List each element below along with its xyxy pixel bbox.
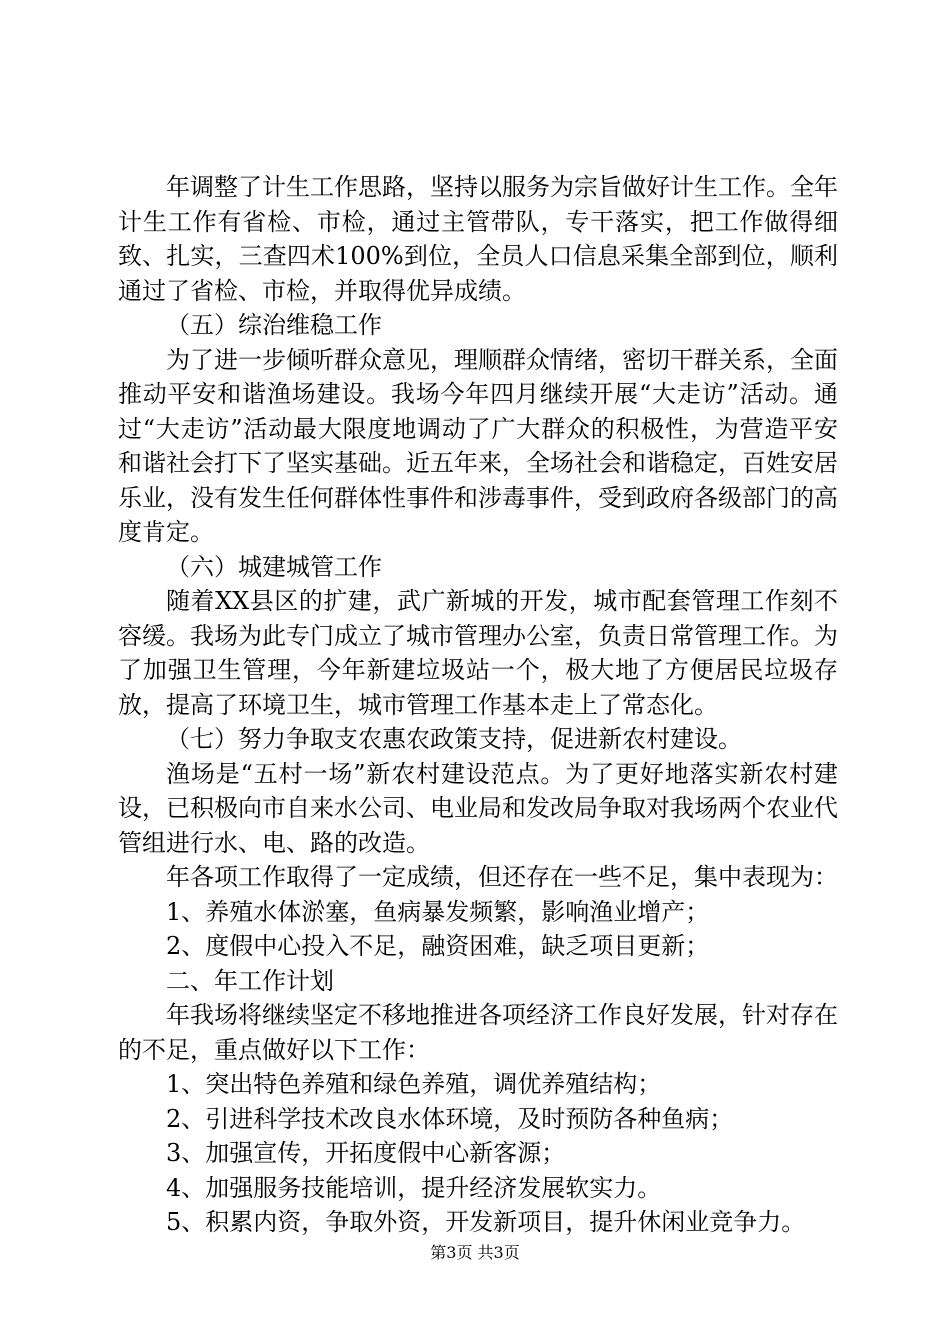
page-number-label: 第3页 共3页 <box>430 1243 520 1262</box>
paragraph-family-planning: 年调整了计生工作思路，坚持以服务为宗旨做好计生工作。全年计生工作有省检、市检，通过主管带队，专干落实，把工作做得细致、扎实，三查四术100%到位，全员人口信息采集全部到位，顺利通过了省检、市检，并取得优异成绩。 <box>118 173 838 305</box>
heading-work-plan: 二、年工作计划 <box>166 966 334 995</box>
heading-section-5: （五）综治维稳工作 <box>166 311 382 339</box>
document-body <box>118 170 838 1240</box>
paragraph-urban-management: 随着XX县区的扩建，武广新城的开发，城市配套管理工作刻不容缓。我场为此专门成立了城市管理办公室，负责日常管理工作。为了加强卫生管理，今年新建垃圾站一个，极大地了方便居民垃圾存放，提高了环境卫生，城市管理工作基本走上了常态化。 <box>118 587 838 719</box>
list-item-plan-5: 5、积累内资，争取外资，开发新项目，提升休闲业竞争力。 <box>166 1208 806 1236</box>
heading-section-7: （七）努力争取支农惠农政策支持，促进新农村建设。 <box>166 725 742 753</box>
list-item-plan-3: 3、加强宣传，开拓度假中心新客源； <box>166 1139 566 1167</box>
list-item-shortcoming-1: 1、养殖水体淤塞，鱼病暴发频繁，影响渔业增产； <box>166 897 710 926</box>
list-item-plan-4: 4、加强服务技能培训，提升经济发展软实力。 <box>166 1173 662 1202</box>
heading-section-6: （六）城建城管工作 <box>166 552 382 581</box>
list-item-plan-1: 1、突出特色养殖和绿色养殖，调优养殖结构； <box>166 1070 662 1098</box>
paragraph-shortcomings: 年各项工作取得了一定成绩，但还存在一些不足，集中表现为： <box>166 863 838 891</box>
paragraph-plan-intro: 年我场将继续坚定不移地推进各项经济工作良好发展，针对存在的不足，重点做好以下工作： <box>118 1001 838 1064</box>
page-footer <box>0 1243 950 1263</box>
paragraph-stability: 为了进一步倾听群众意见，理顺群众情绪，密切干群关系，全面推动平安和谐渔场建设。我场今年四月继续开展“大走访”活动。通过“大走访”活动最大限度地调动了广大群众的积极性，为营造平安和谐社会打下了坚实基础。近五年来，全场社会和谐稳定，百姓安居乐业，没有发生任何群体性事件和涉毒事件，受到政府各级部门的高度肯定。 <box>118 345 838 546</box>
list-item-plan-2: 2、引进科学技术改良水体环境，及时预防各种鱼病； <box>166 1104 734 1133</box>
paragraph-new-rural: 渔场是“五村一场”新农村建设范点。为了更好地落实新农村建设，已积极向市自来水公司、电业局和发改局争取对我场两个农业代管组进行水、电、路的改造。 <box>118 759 838 857</box>
list-item-shortcoming-2: 2、度假中心投入不足，融资困难，缺乏项目更新； <box>166 932 710 960</box>
